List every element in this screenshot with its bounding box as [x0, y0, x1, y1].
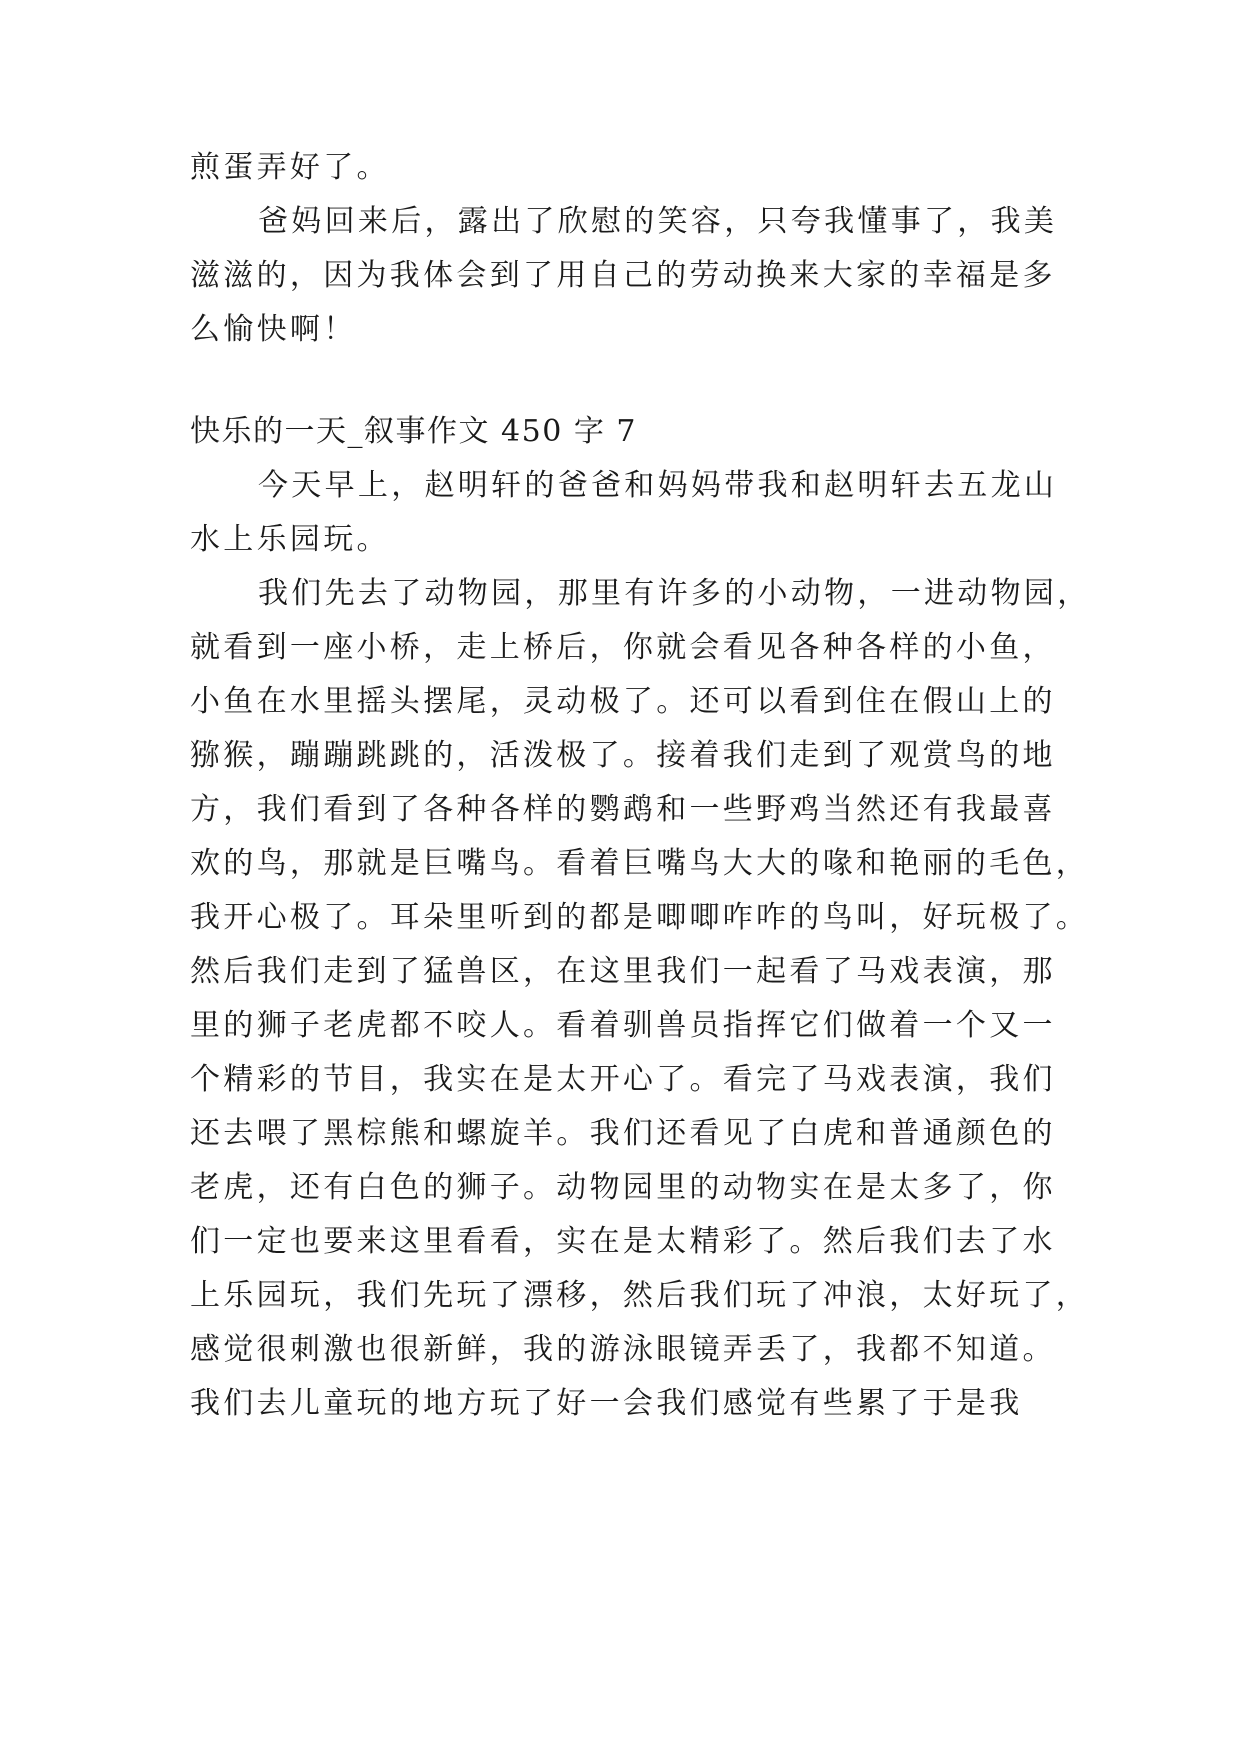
paragraph-line: 然后我们走到了猛兽区，在这里我们一起看了马戏表演，那 [190, 954, 1056, 989]
paragraph-line: 水上乐园玩。 [190, 522, 390, 557]
paragraph-line: 们一定也要来这里看看，实在是太精彩了。然后我们去了水 [190, 1224, 1056, 1259]
paragraph-line: 还去喂了黑棕熊和螺旋羊。我们还看见了白虎和普通颜色的 [190, 1116, 1056, 1151]
paragraph-line: 里的狮子老虎都不咬人。看着驯兽员指挥它们做着一个又一 [190, 1008, 1056, 1043]
paragraph-line: 爸妈回来后，露出了欣慰的笑容，只夸我懂事了，我美 [258, 204, 1058, 239]
paragraph-line: 煎蛋弄好了。 [190, 150, 390, 185]
paragraph-line: 猕猴，蹦蹦跳跳的，活泼极了。接着我们走到了观赏鸟的地 [190, 738, 1056, 773]
paragraph-line: 就看到一座小桥，走上桥后，你就会看见各种各样的小鱼， [190, 630, 1056, 665]
paragraph-line: 感觉很刺激也很新鲜，我的游泳眼镜弄丢了，我都不知道。 [190, 1332, 1056, 1367]
paragraph-line: 滋滋的，因为我体会到了用自己的劳动换来大家的幸福是多 [190, 258, 1056, 293]
paragraph-line: 欢的鸟，那就是巨嘴鸟。看着巨嘴鸟大大的喙和艳丽的毛色， [190, 846, 1090, 881]
paragraph-line: 个精彩的节目，我实在是太开心了。看完了马戏表演，我们 [190, 1062, 1056, 1097]
paragraph-line: 么愉快啊！ [190, 312, 357, 347]
paragraph-line: 我开心极了。耳朵里听到的都是唧唧咋咋的鸟叫，好玩极了。 [190, 900, 1090, 935]
paragraph-line: 小鱼在水里摇头摆尾，灵动极了。还可以看到住在假山上的 [190, 684, 1056, 719]
section-title: 快乐的一天_叙事作文 450 字 7 [190, 414, 637, 449]
paragraph-line: 今天早上，赵明轩的爸爸和妈妈带我和赵明轩去五龙山 [258, 468, 1058, 503]
paragraph-line: 方，我们看到了各种各样的鹦鹉和一些野鸡当然还有我最喜 [190, 792, 1056, 827]
paragraph-line: 我们去儿童玩的地方玩了好一会我们感觉有些累了于是我 [190, 1386, 1023, 1421]
paragraph-line: 老虎，还有白色的狮子。动物园里的动物实在是太多了，你 [190, 1170, 1056, 1205]
paragraph-line: 我们先去了动物园，那里有许多的小动物，一进动物园， [258, 576, 1091, 611]
paragraph-line: 上乐园玩，我们先玩了漂移，然后我们玩了冲浪，太好玩了， [190, 1278, 1090, 1313]
